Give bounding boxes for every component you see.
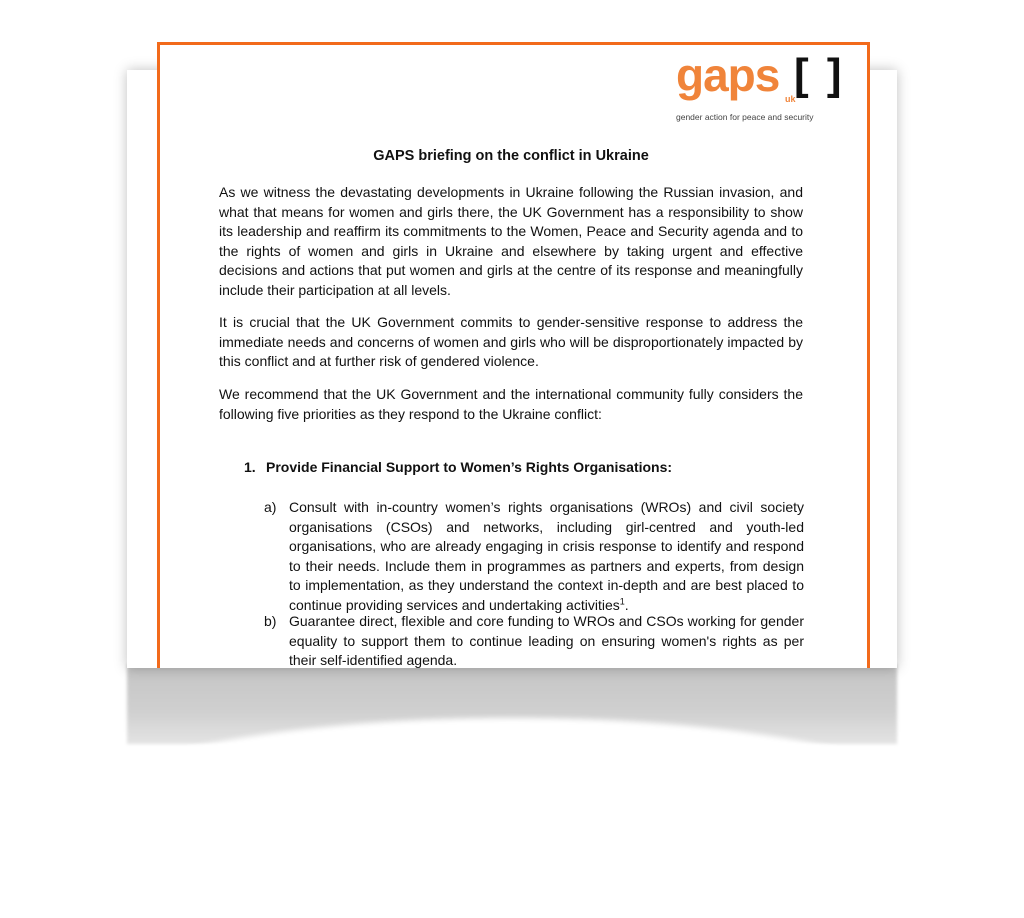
list-item-label: a): [264, 499, 277, 515]
priority-heading-text: Provide Financial Support to Women’s Rights Organisations:: [266, 459, 673, 475]
logo-word: gaps: [676, 49, 780, 101]
priority-number: 1.: [244, 459, 256, 475]
document-title: GAPS briefing on the conflict in Ukraine: [373, 148, 649, 164]
reflection-fade: [60, 718, 964, 918]
list-item: [264, 612, 804, 668]
logo-brackets: [ ]: [794, 50, 845, 99]
list-item-text: Guarantee direct, flexible and core funding to WROs and CSOs working for gender equality to support them to continue leading on ensuring women's rights as per their self-identified agenda.: [289, 613, 804, 668]
paragraph-crucial: It is crucial that the UK Government commits to gender-sensitive response to address the immediate needs and concerns of women and girls who will be disproportionately impacted by this conflict and at further risk of gendered violence.: [219, 314, 803, 370]
priority-heading: [244, 459, 672, 475]
logo-tagline: gender action for peace and security: [676, 112, 814, 122]
list-item-end: .: [624, 596, 629, 613]
paragraph-intro: As we witness the devastating developments in Ukraine following the Russian invasion, and what that means for women and girls there, the UK Government has a responsibility to show its leadership and reaffirm its commitments to the Women, Peace and Security agenda and to the rights of women and girls in Ukraine and elsewhere by taking urgent and effective decisions and actions that put women and girls at the centre of its response and meaningfully include their participation at all levels.: [219, 184, 803, 298]
list-item-label: b): [264, 613, 277, 629]
list-item-text: Consult with in-country women’s rights organisations (WROs) and civil society organisations (CSOs) and networks, including girl-centred and youth-led organisations, who are already engaging in crisis response to identify and respond to their needs. Include them in programmes as partners and experts, from design to implementation, as they understand the context in-depth and are best placed to continue providing services and undertaking activities: [289, 499, 804, 613]
logo-uk: uk: [785, 94, 796, 104]
list-item: [264, 498, 804, 616]
paragraph-recommend: We recommend that the UK Government and the international community fully considers the following five priorities as they respond to the Ukraine conflict:: [219, 386, 803, 422]
footnote-ref[interactable]: 1: [619, 596, 625, 607]
